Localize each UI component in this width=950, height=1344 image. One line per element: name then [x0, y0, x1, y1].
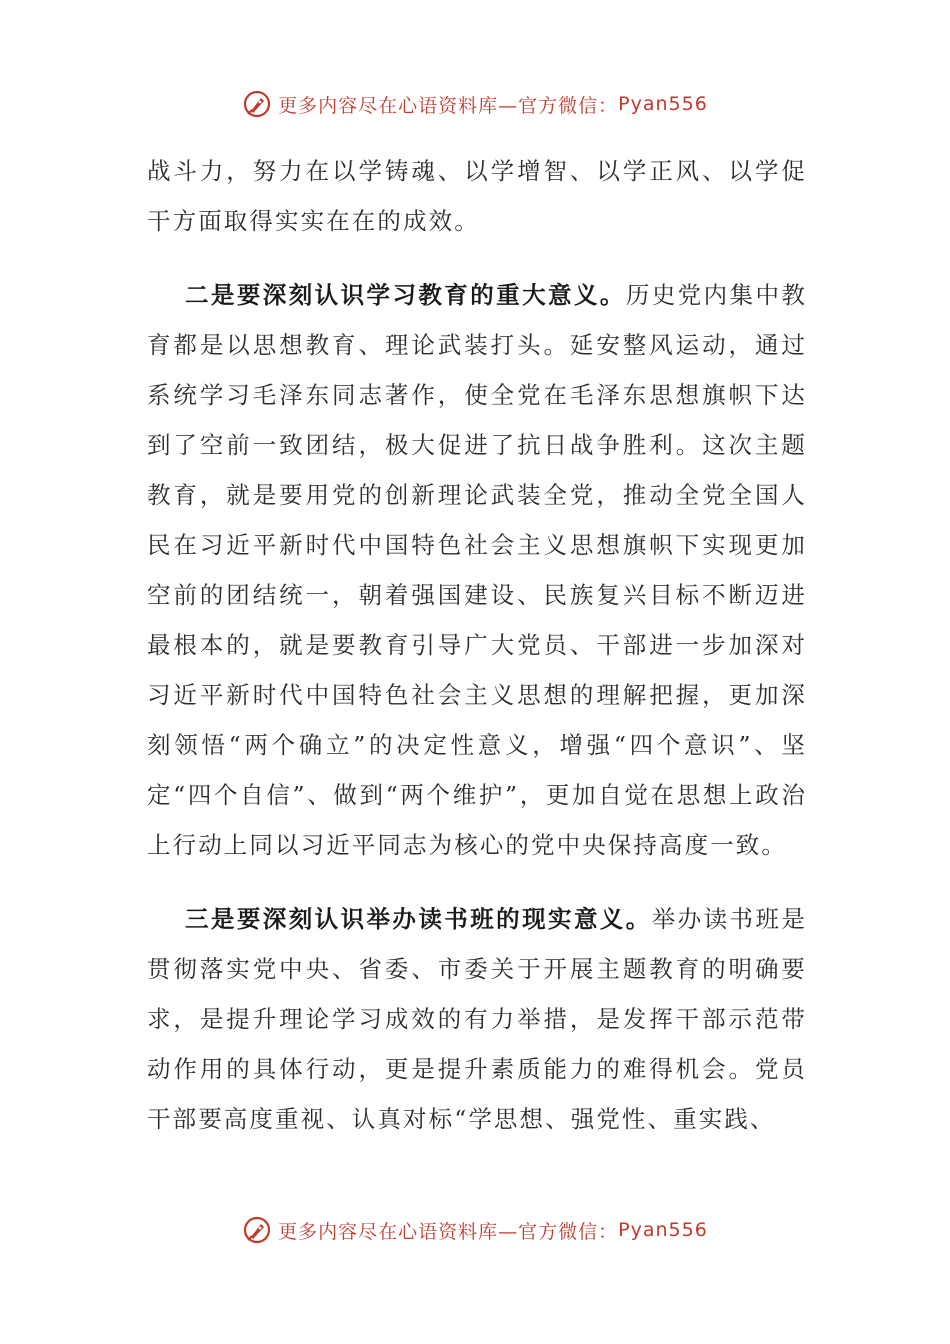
- watermark-text: 更多内容尽在心语资料库—官方微信：: [278, 94, 619, 117]
- paragraph-3: [147, 894, 807, 1144]
- pen-nib-circle-icon: [242, 89, 272, 119]
- watermark-wechat-id: Pyan556: [618, 93, 708, 115]
- paragraph-1: [147, 146, 807, 246]
- watermark-wechat-id: Pyan556: [618, 1219, 708, 1241]
- header-watermark: [0, 84, 950, 124]
- watermark-text: 更多内容尽在心语资料库—官方微信：: [278, 1220, 619, 1243]
- footer-watermark: [0, 1210, 950, 1250]
- paragraph-2: [147, 270, 807, 870]
- pen-nib-circle-icon: [242, 1215, 272, 1245]
- paragraph-2-text: 历史党内集中教育都是以思想教育、理论武装打头。延安整风运动，通过系统学习毛泽东同志著作，使全党在毛泽东思想旗帜下达到了空前一致团结，极大促进了抗日战争胜利。这次主题教育，就是要用党的创新理论武装全党，推动全党全国人民在习近平新时代中国特色社会主义思想旗帜下实现更加空前的团结统一，朝着强国建设、民族复兴目标不断迈进最根本的，就是要教育引导广大党员、干部进一步加深对习近平新时代中国特色社会主义思想的理解把握，更加深刻领悟“两个确立”的决定性意义，增强“四个意识”、坚定“四个自信”、做到“两个维护”，更加自觉在思想上政治上行动上同以习近平同志为核心的党中央保持高度一致。: [147, 281, 807, 859]
- document-body: [147, 146, 807, 1144]
- paragraph-3-lead: 三是要深刻认识举办读书班的现实意义。: [185, 905, 652, 933]
- paragraph-3-text: 举办读书班是贯彻落实党中央、省委、市委关于开展主题教育的明确要求，是提升理论学习成效的有力举措，是发挥干部示范带动作用的具体行动，更是提升素质能力的难得机会。党员干部要高度重视、认真对标“学思想、强党性、重实践、: [147, 905, 807, 1133]
- paragraph-2-lead: 二是要深刻认识学习教育的重大意义。: [185, 281, 626, 309]
- paragraph-1-text: 战斗力，努力在以学铸魂、以学增智、以学正风、以学促干方面取得实实在在的成效。: [147, 157, 807, 235]
